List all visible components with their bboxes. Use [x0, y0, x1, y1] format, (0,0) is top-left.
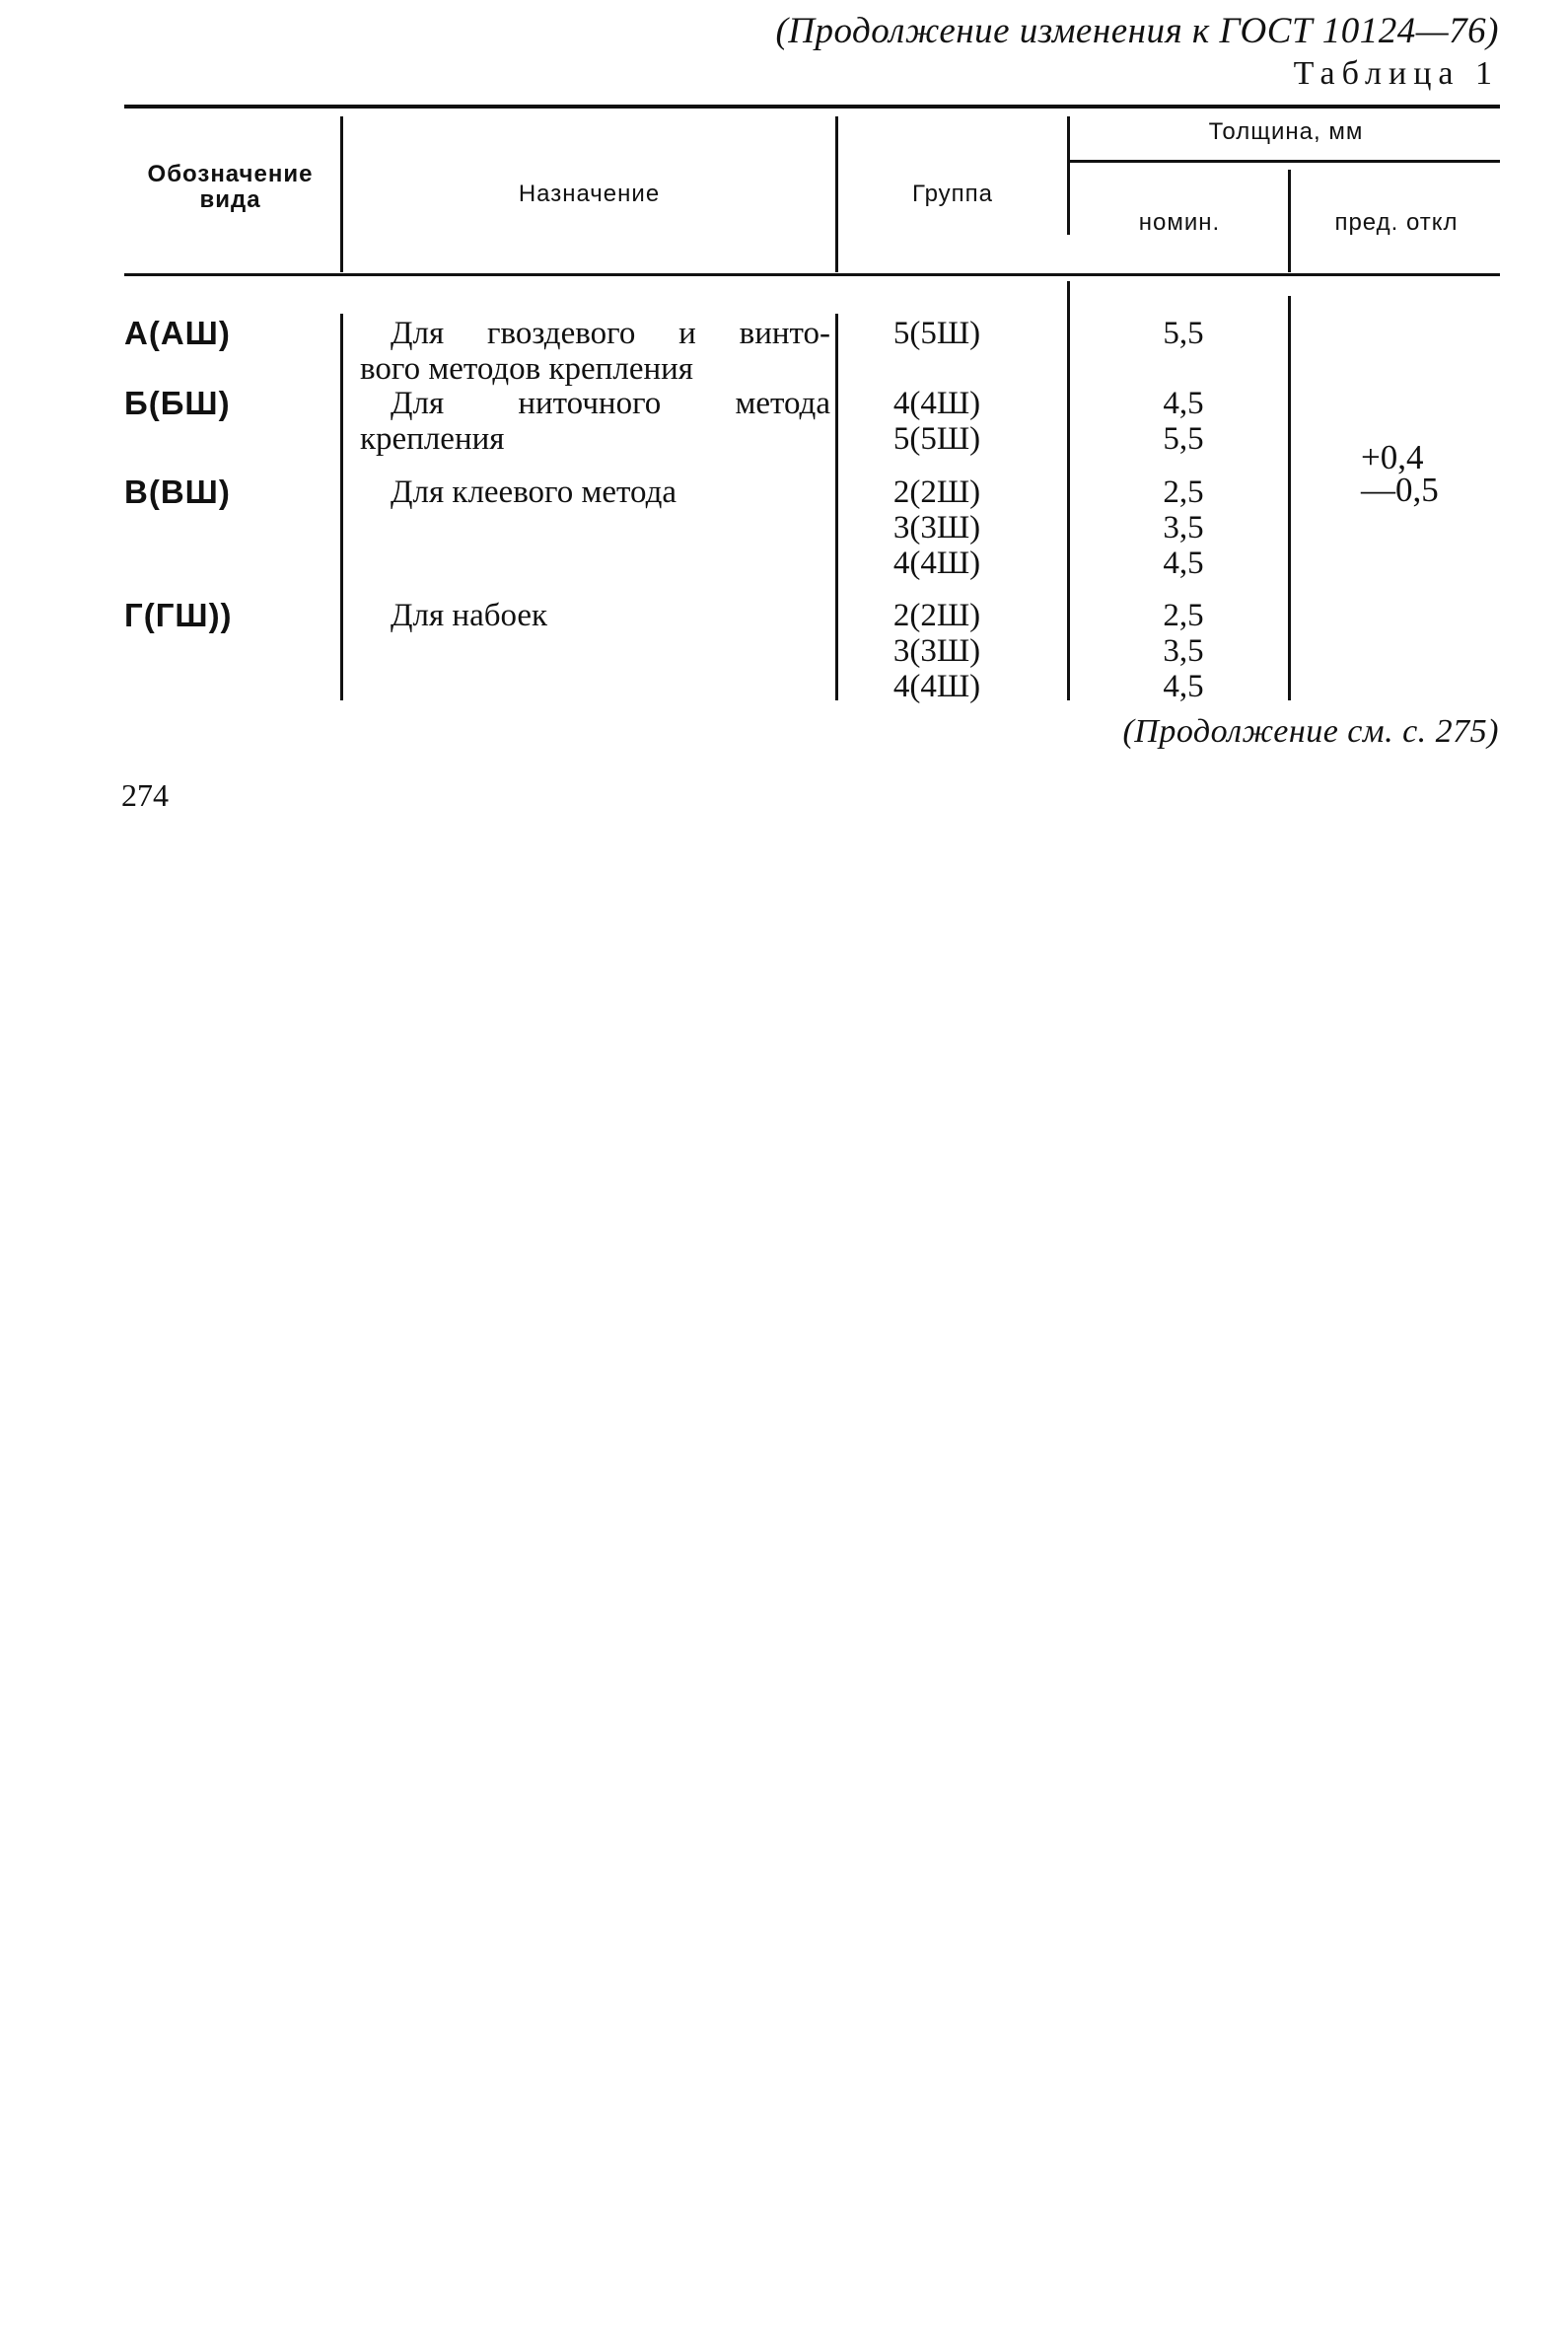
row-group: 2(2Ш) [892, 474, 981, 510]
header-col-divider-2 [835, 116, 838, 272]
header-bottom-rule [124, 273, 1500, 276]
row-nominal: 4,5 [1163, 546, 1204, 581]
row-group: 5(5Ш) [892, 316, 981, 351]
row-group: 4(4Ш) [892, 669, 981, 704]
tolerance-minus: —0,5 [1361, 471, 1439, 509]
thickness-subheader-rule [1067, 160, 1500, 163]
header-col-divider-4 [1288, 170, 1291, 272]
row-code: Б(БШ) [124, 385, 231, 421]
header-col-divider-1 [340, 116, 343, 272]
row-purpose-line: вого методов крепления [360, 351, 693, 387]
row-group: 3(3Ш) [892, 633, 981, 669]
header-col-divider-3 [1067, 116, 1070, 235]
body-col-divider-1 [340, 314, 343, 700]
row-nominal: 3,5 [1163, 510, 1204, 546]
table-top-rule [124, 105, 1500, 109]
row-group: 5(5Ш) [892, 421, 981, 457]
row-code: Г(ГШ)) [124, 597, 233, 633]
col-header-group: Группа [911, 181, 994, 207]
row-purpose-line: Для ниточного метода [391, 386, 830, 421]
body-col-divider-4 [1288, 296, 1291, 700]
table-label: Таблица 1 [1293, 55, 1499, 92]
row-purpose-line: Для клеевого метода [391, 474, 677, 510]
row-nominal: 2,5 [1163, 474, 1204, 510]
col-header-designation [124, 162, 336, 213]
row-group: 2(2Ш) [892, 598, 981, 633]
row-group: 3(3Ш) [892, 510, 981, 546]
col-header-thickness: Толщина, мм [1208, 118, 1364, 145]
row-code: А(АШ) [124, 315, 231, 351]
row-nominal: 5,5 [1163, 316, 1204, 351]
row-nominal: 3,5 [1163, 633, 1204, 669]
row-code: В(ВШ) [124, 474, 231, 510]
row-nominal: 5,5 [1163, 421, 1204, 457]
continuation-footer: (Продолжение см. с. 275) [1122, 713, 1499, 750]
page-number: 274 [121, 777, 169, 813]
row-purpose-line: Для набоек [391, 598, 548, 633]
row-nominal: 4,5 [1163, 386, 1204, 421]
col-header-tolerance: пред. откл [1334, 209, 1459, 236]
tolerance-plus: +0,4 [1361, 438, 1424, 476]
col-header-nominal: номин. [1138, 209, 1221, 236]
continuation-header: (Продолжение изменения к ГОСТ 10124—76) [775, 11, 1499, 51]
row-group: 4(4Ш) [892, 386, 981, 421]
col-header-designation-line2: вида [199, 186, 261, 213]
col-header-purpose: Назначение [518, 181, 661, 207]
body-col-divider-2 [835, 314, 838, 700]
row-purpose-line: крепления [360, 421, 505, 457]
row-nominal: 2,5 [1163, 598, 1204, 633]
body-col-divider-3 [1067, 281, 1070, 700]
row-purpose-line: Для гвоздевого и винто- [391, 316, 830, 351]
col-header-designation-line1: Обозначение [147, 161, 314, 187]
row-nominal: 4,5 [1163, 669, 1204, 704]
row-group: 4(4Ш) [892, 546, 981, 581]
